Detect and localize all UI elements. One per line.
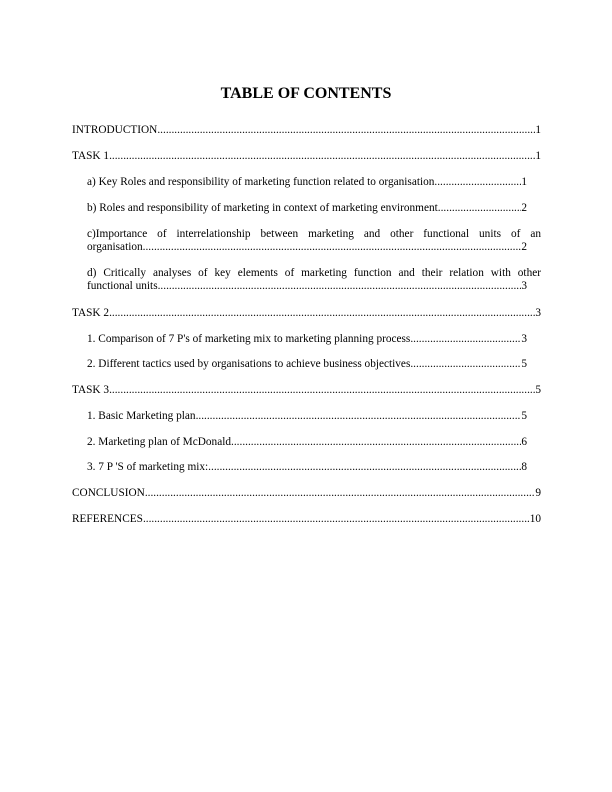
dot-leader [109,307,535,320]
toc-page-number: 2 [521,241,527,253]
toc-entry-task-2-1[interactable] [87,333,527,346]
toc-entry-label: TASK 2 [72,307,110,319]
toc-entry-label: a) Key Roles and responsibility of marketing function related to organisation [87,176,435,188]
toc-entry-continuation [87,280,527,293]
dot-leader [208,461,521,474]
dot-leader [143,513,530,526]
dot-leader [410,333,521,346]
toc-page-number: 3 [521,333,527,345]
dot-leader [109,150,535,163]
dot-leader [143,241,522,254]
toc-entry-task-1[interactable] [72,150,541,163]
dot-leader [158,280,522,293]
toc-entry-label: 3. 7 P 'S of marketing mix: [87,461,209,473]
toc-entry-task-2[interactable] [72,307,541,320]
toc-page-number: 1 [521,176,527,188]
toc-entry-task-3[interactable] [72,384,541,397]
toc-entry-conclusion[interactable] [72,487,541,500]
toc-page-number: 5 [535,384,541,396]
toc-entry-label: CONCLUSION [72,487,145,499]
toc-entry-task-2-2[interactable] [87,358,527,371]
dot-leader [109,384,535,397]
toc-page-number: 3 [535,307,541,319]
toc-page-number: 9 [535,487,541,499]
toc-entry-label: b) Roles and responsibility of marketing in context of marketing environment [87,202,438,214]
toc-entry-task-3-3[interactable] [87,461,527,474]
toc-page-number: 8 [521,461,527,473]
toc-entry-label: TASK 3 [72,384,110,396]
toc-entry-label-line-1: d) Critically analyses of key elements of marketing function and their relation with other [87,267,541,279]
toc-page-number: 2 [521,202,527,214]
toc-entry-label: INTRODUCTION [72,124,158,136]
toc-page-number: 6 [521,436,527,448]
toc-entry-label-line-2: organisation [87,241,143,253]
toc-entry-label: 1. Comparison of 7 P's of marketing mix to marketing planning process [87,333,411,345]
toc-entry-label: 2. Different tactics used by organisations to achieve business objectives [87,358,411,370]
toc-entry-label-line-1: c)Importance of interrelationship between marketing and other functional units of an [87,228,541,240]
toc-entry-task-1-c[interactable] [87,228,541,254]
toc-entry-task-1-a[interactable] [87,176,527,189]
toc-entry-task-1-b[interactable] [87,202,527,215]
dot-leader [145,487,536,500]
toc-entry-task-3-1[interactable] [87,410,527,423]
dot-leader [438,202,522,215]
toc-entry-label: TASK 1 [72,150,110,162]
toc-entry-label: REFERENCES [72,513,143,525]
toc-entry-task-1-d[interactable] [87,267,541,293]
toc-page-number: 5 [521,410,527,422]
toc-page-number: 3 [521,280,527,292]
dot-leader [196,410,522,423]
toc-entry-introduction[interactable] [72,124,541,137]
toc-page-number: 5 [521,358,527,370]
dot-leader [434,176,521,189]
dot-leader [231,436,521,449]
toc-entry-task-3-2[interactable] [87,436,527,449]
toc-entry-continuation [87,241,527,254]
toc-page-number: 10 [529,513,541,525]
toc-entry-label: 1. Basic Marketing plan [87,410,196,422]
toc-page-number: 1 [535,150,541,162]
page-title: TABLE OF CONTENTS [220,85,392,102]
toc-entry-label: 2. Marketing plan of McDonald [87,436,232,448]
toc-entry-label-line-2: functional units [87,280,158,292]
toc-entry-references[interactable] [72,513,541,526]
dot-leader [157,124,535,137]
dot-leader [410,358,521,371]
toc-page-number: 1 [535,124,541,136]
